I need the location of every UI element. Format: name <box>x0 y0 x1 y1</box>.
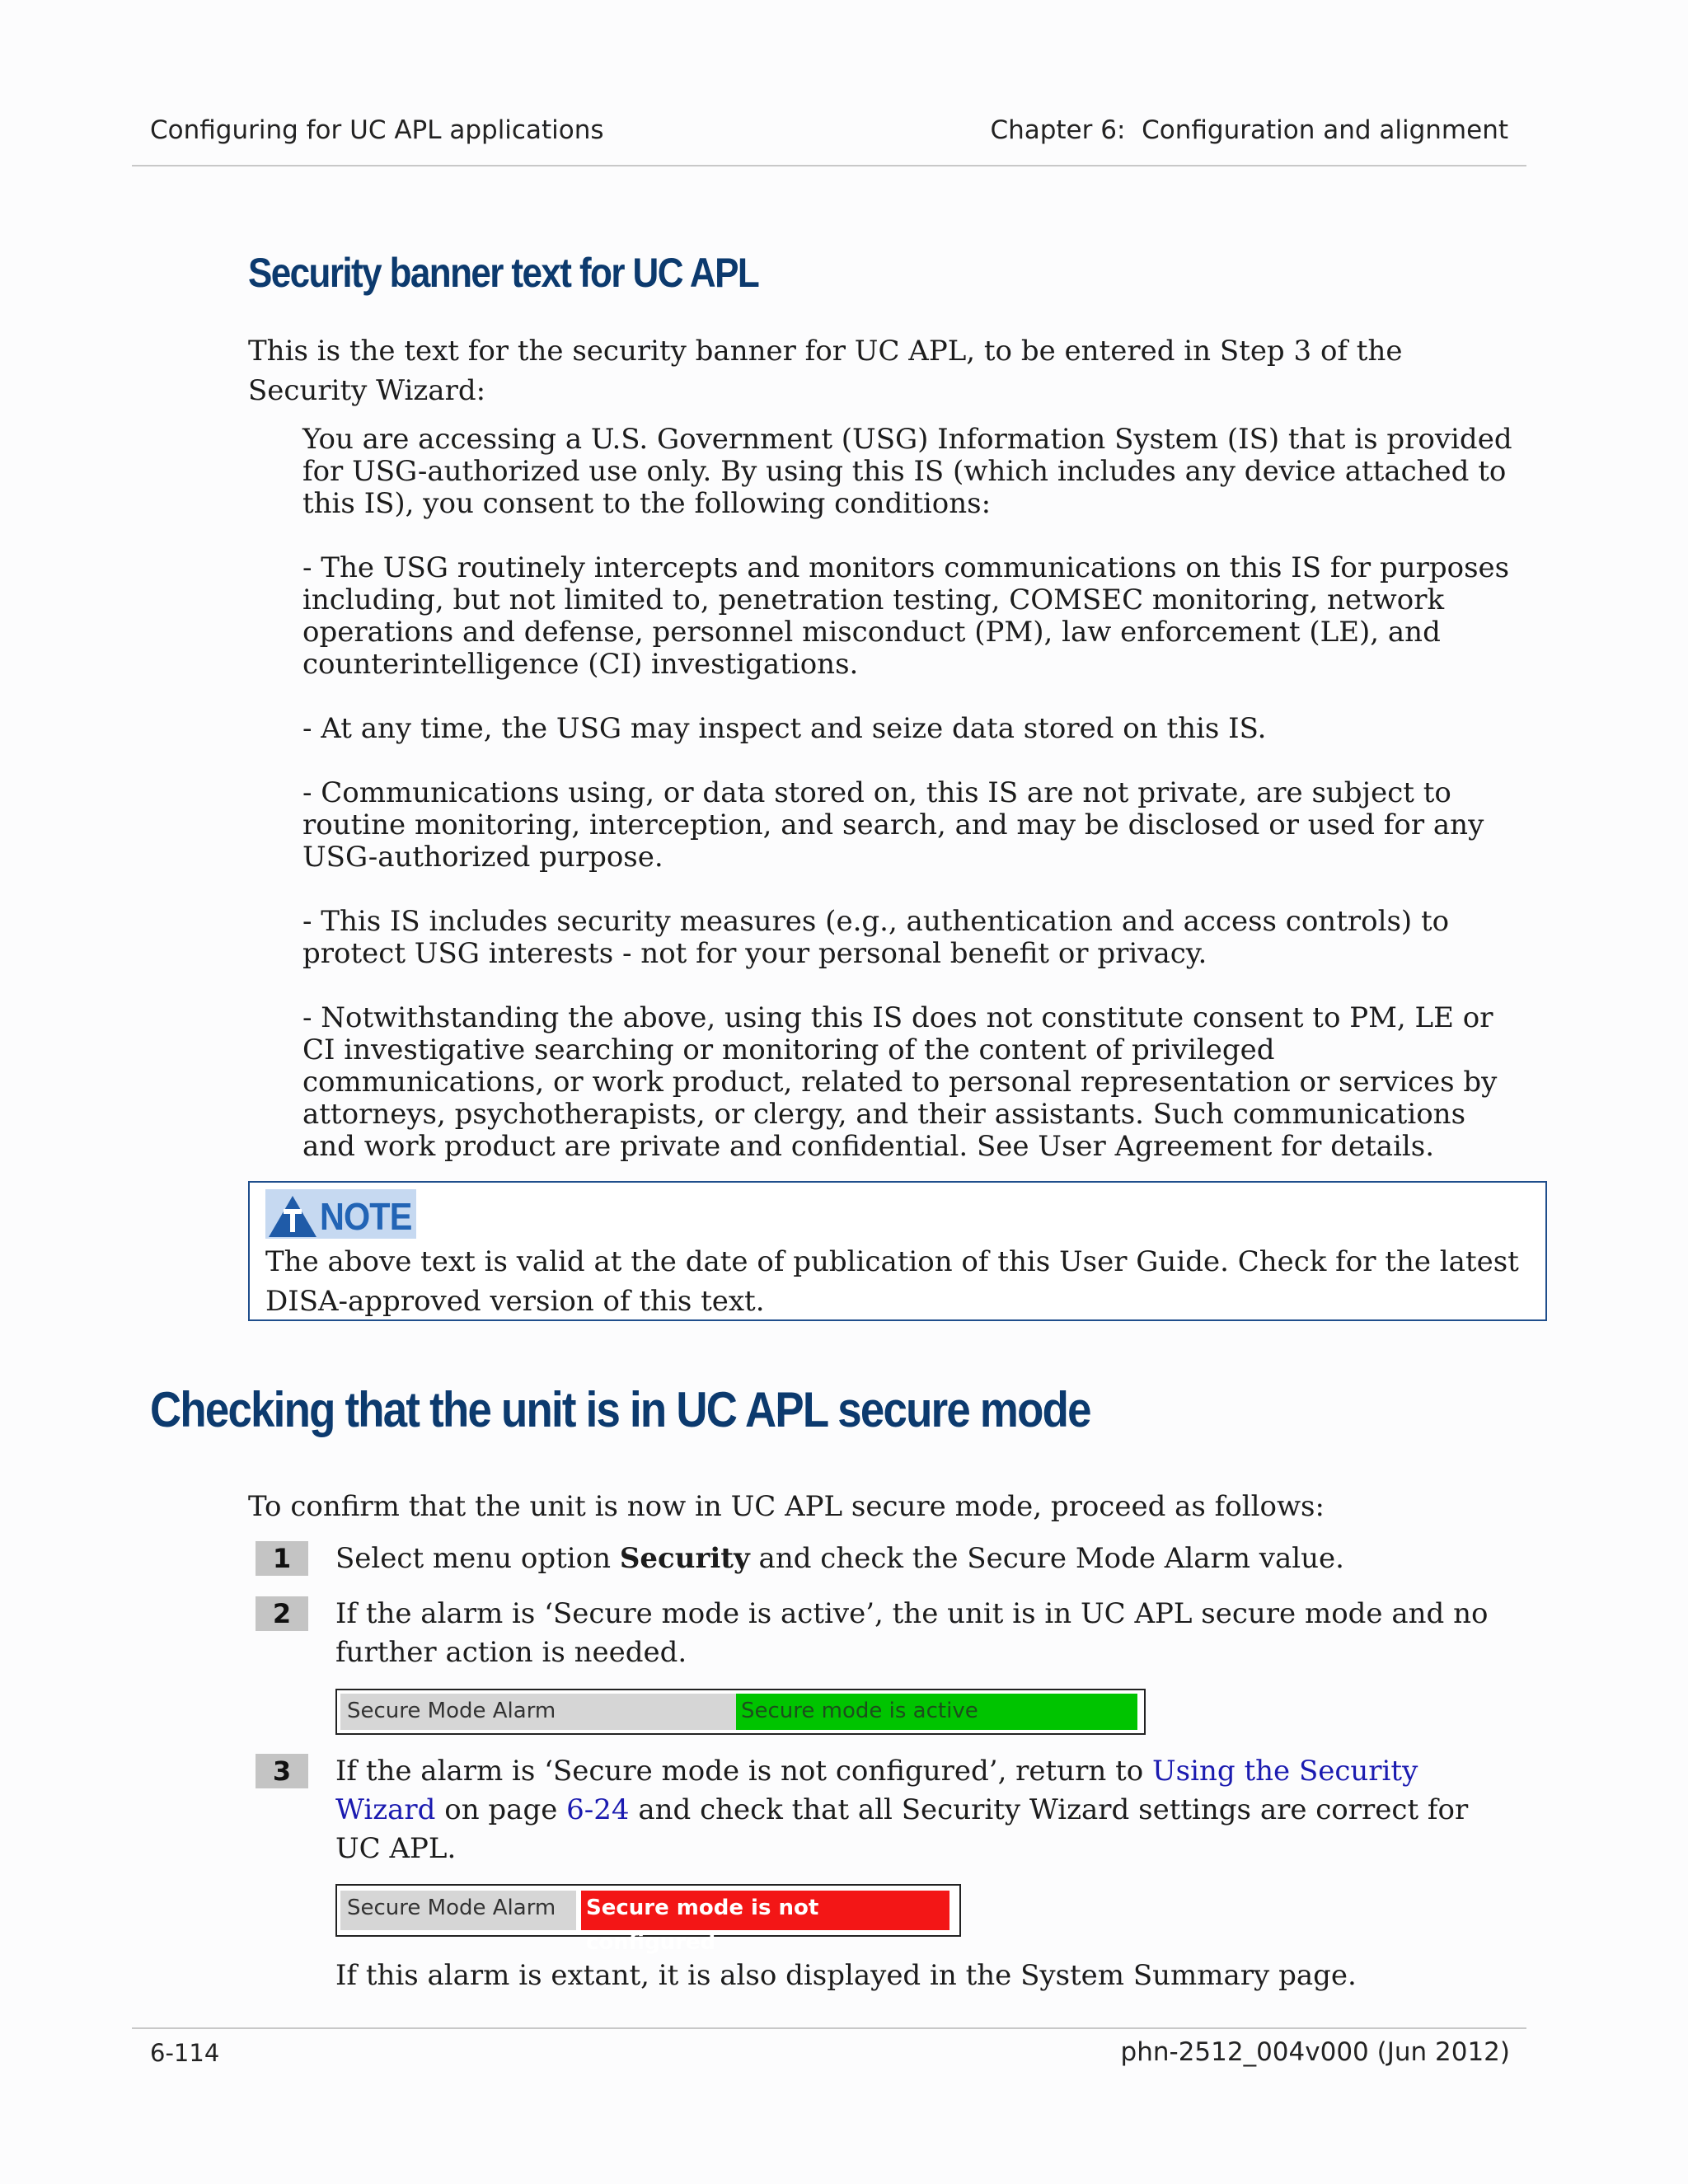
step-text <box>335 1540 1506 1578</box>
confirm-intro: To confirm that the unit is now in UC APL secure mode, proceed as follows: <box>248 1490 1325 1523</box>
page-link[interactable]: 6-24 <box>566 1793 630 1826</box>
step-number: 3 <box>256 1754 308 1788</box>
section-heading-security-banner: Security banner text for UC APL <box>248 250 759 296</box>
step-number: 1 <box>256 1541 308 1576</box>
step-text-part: Select menu option <box>335 1542 620 1575</box>
banner-paragraph: - At any time, the USG may inspect and seize data stored on this IS. <box>302 712 1267 745</box>
note-box <box>248 1181 1547 1321</box>
security-banner-text <box>302 424 1522 1163</box>
note-label: NOTE <box>320 1195 412 1238</box>
step-text-part: If the alarm is ‘Secure mode is not configured’, return to <box>335 1755 1153 1788</box>
step-number: 2 <box>256 1596 308 1631</box>
step-menu-option: Security <box>619 1542 750 1575</box>
banner-paragraph: - Communications using, or data stored on, this IS are not private, are subject to routine monitoring, interception, and search, and may be disclosed or used for any USG-authorized purpose. <box>302 776 1484 874</box>
section-heading-secure-mode: Checking that the unit is in UC APL secure mode <box>150 1382 1090 1437</box>
step-text <box>335 1752 1506 1868</box>
intro-paragraph: This is the text for the security banner for UC APL, to be entered in Step 3 of the Security Wizard: <box>248 335 1403 407</box>
document-id: phn-2512_004v000 (Jun 2012) <box>1120 2037 1510 2067</box>
banner-paragraph: You are accessing a U.S. Government (USG) Information System (IS) that is provided for USG-authorized use only. By using this IS (which includes any device attached to this IS), you consent to the following conditions: <box>302 423 1512 520</box>
closing-note: If this alarm is extant, it is also displayed in the System Summary page. <box>335 1959 1357 1992</box>
secure-mode-alarm-active <box>335 1689 1146 1735</box>
secure-mode-alarm-not-configured <box>335 1884 961 1955</box>
step-text-part: on page <box>435 1793 567 1826</box>
note-text: The above text is valid at the date of publication of this User Guide. Check for the latest DISA-approved version of this text. <box>265 1245 1519 1318</box>
step-text: If the alarm is ‘Secure mode is active’, the unit is in UC APL secure mode and no further action is needed. <box>335 1597 1489 1669</box>
security-wizard-link[interactable]: Using the Security Wizard <box>335 1755 1418 1826</box>
page-number: 6-114 <box>150 2039 220 2067</box>
banner-paragraph: - The USG routinely intercepts and monitors communications on this IS for purposes including, but not limited to, penetration testing, COMSEC monitoring, network operations and defense, personnel misconduct (PM), law enforcement (LE), and counterintelligence (CI) investigations. <box>302 551 1510 681</box>
note-badge <box>265 1189 416 1239</box>
alarm-value-not-configured: Secure mode is not configured <box>581 1891 950 1930</box>
banner-paragraph: - This IS includes security measures (e.g., authentication and access controls) to protect USG interests - not for your personal benefit or privacy. <box>302 905 1450 970</box>
footer-rule <box>132 2027 1526 2029</box>
step-text-part: and check the Secure Mode Alarm value. <box>749 1542 1344 1575</box>
warning-triangle-icon <box>267 1194 318 1239</box>
alarm-label: Secure Mode Alarm <box>340 1891 576 1930</box>
header-chapter-title: Chapter 6: Configuration and alignment <box>990 115 1508 145</box>
page-header <box>132 99 1526 166</box>
alarm-label: Secure Mode Alarm <box>340 1694 736 1730</box>
step-text-part: and check that all Security Wizard settings are correct for UC APL. <box>335 1793 1469 1865</box>
header-section-title: Configuring for UC APL applications <box>150 115 604 145</box>
banner-paragraph: - Notwithstanding the above, using this IS does not constitute consent to PM, LE or CI investigative searching or monitoring of the content of privileged communications, or work product, related to personal representation or services by attorneys, psychotherapists, or clergy, and their assistants. Such communications and work product are private and confidential. See User Agreement for details. <box>302 1001 1498 1163</box>
alarm-value-active: Secure mode is active <box>736 1694 1137 1730</box>
